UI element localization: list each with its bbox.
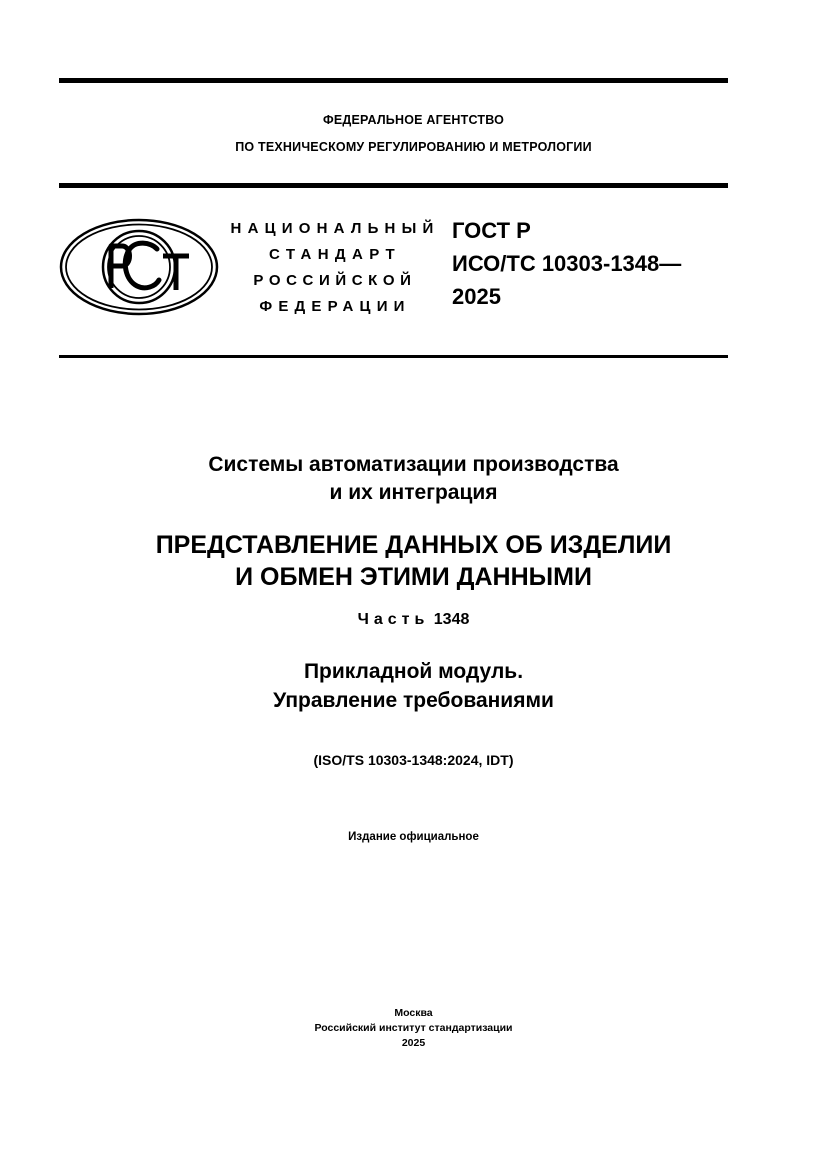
national-standard-line3: РОССИЙСКОЙ bbox=[253, 272, 417, 289]
module-line1: Прикладной модуль. bbox=[303, 660, 524, 683]
top-rule bbox=[59, 78, 728, 83]
module-line2: Управление требованиями bbox=[273, 689, 554, 712]
national-standard-label bbox=[222, 216, 448, 320]
subject-line2: и их интеграция bbox=[329, 481, 498, 504]
module-title bbox=[0, 657, 827, 715]
main-title-line2: И ОБМЕН ЭТИМИ ДАННЫМИ bbox=[235, 563, 592, 591]
subject-line1: Системы автоматизации производства bbox=[208, 453, 619, 476]
designation-line1: ГОСТ Р bbox=[452, 218, 531, 243]
edition-note: Издание официальное bbox=[348, 831, 479, 843]
part-number: 1348 bbox=[433, 611, 470, 628]
subject-heading bbox=[0, 451, 827, 507]
imprint-year: 2025 bbox=[401, 1037, 426, 1049]
part-label bbox=[0, 611, 827, 629]
main-title-line1: ПРЕДСТАВЛЕНИЕ ДАННЫХ ОБ ИЗДЕЛИИ bbox=[155, 531, 672, 559]
agency-name-line1: ФЕДЕРАЛЬНОЕ АГЕНТСТВО bbox=[322, 113, 505, 127]
bottom-rule bbox=[59, 355, 728, 358]
imprint-city: Москва bbox=[394, 1007, 433, 1019]
imprint-publisher: Российский институт стандартизации bbox=[314, 1022, 513, 1034]
national-standard-line1: НАЦИОНАЛЬНЫЙ bbox=[230, 220, 440, 237]
imprint bbox=[0, 1006, 827, 1051]
designation-line3: 2025 bbox=[452, 284, 501, 309]
part-word: Часть bbox=[357, 611, 430, 628]
national-standard-line2: СТАНДАРТ bbox=[268, 246, 402, 263]
agency-name-line2: ПО ТЕХНИЧЕСКОМУ РЕГУЛИРОВАНИЮ И МЕТРОЛОГИИ bbox=[235, 140, 592, 154]
standard-designation bbox=[452, 214, 681, 313]
iso-reference: (ISO/TS 10303-1348:2024, IDT) bbox=[313, 752, 514, 768]
main-title bbox=[0, 529, 827, 593]
national-standard-line4: ФЕДЕРАЦИИ bbox=[259, 298, 411, 315]
rst-certification-mark-icon bbox=[59, 218, 219, 316]
designation-line2: ИСО/ТС 10303-1348— bbox=[452, 251, 682, 276]
header-rule bbox=[59, 183, 728, 188]
